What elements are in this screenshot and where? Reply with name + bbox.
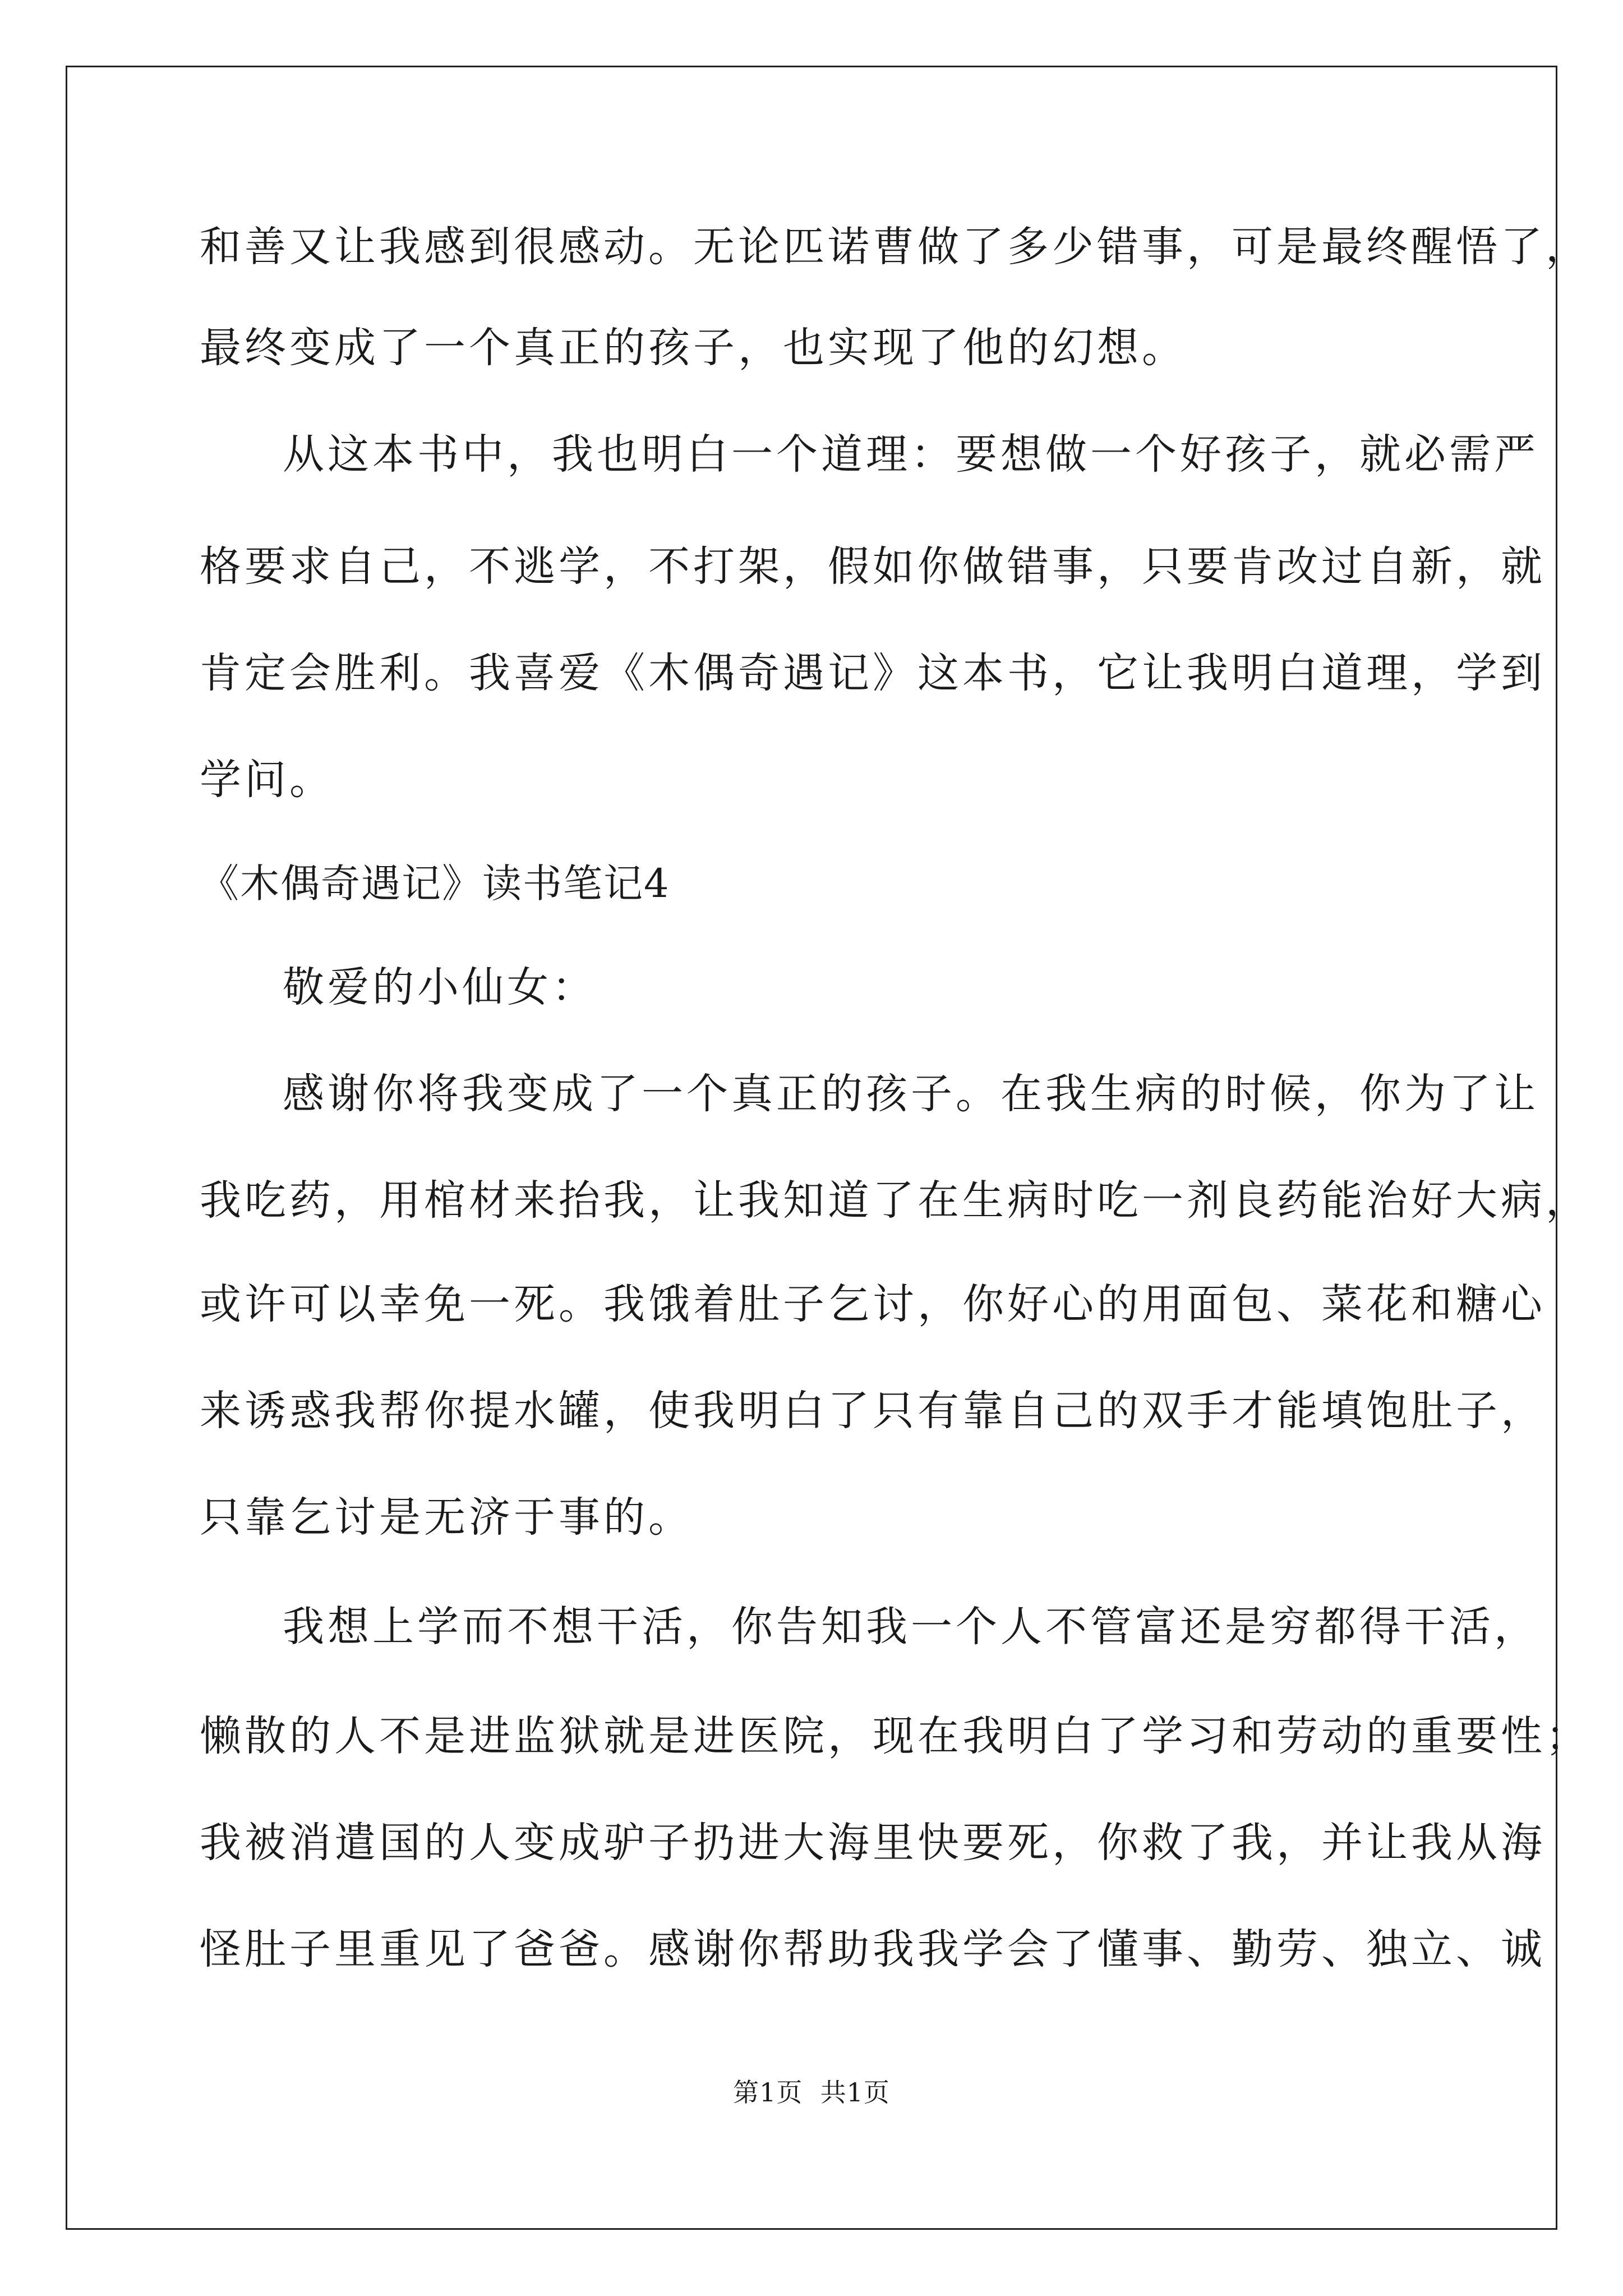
paragraph-line: 从这本书中，我也明白一个道理：要想做一个好孩子，就必需严	[283, 430, 1539, 478]
paragraph-line: 或许可以幸免一死。我饿着肚子乞讨，你好心的用面包、菜花和糖心	[200, 1280, 1546, 1328]
paragraph-line: 格要求自己，不逃学，不打架，假如你做错事，只要肯改过自新，就	[200, 542, 1546, 591]
paragraph-line: 懒散的人不是进监狱就是进医院，现在我明白了学习和劳动的重要性；	[200, 1712, 1590, 1760]
section-heading: 《木偶奇遇记》读书笔记4	[200, 861, 670, 907]
paragraph-line: 来诱惑我帮你提水罐，使我明白了只有靠自己的双手才能填饱肚子，	[200, 1387, 1546, 1435]
paragraph-line: 我想上学而不想干活，你告知我一个人不管富还是穷都得干活，	[283, 1603, 1539, 1651]
paragraph-line: 和善又让我感到很感动。无论匹诺曹做了多少错事，可是最终醒悟了，	[200, 223, 1590, 271]
paragraph-line: 感谢你将我变成了一个真正的孩子。在我生病的时候，你为了让	[283, 1070, 1539, 1118]
page-border	[66, 66, 1557, 2230]
paragraph-line: 最终变成了一个真正的孩子，也实现了他的幻想。	[200, 324, 1187, 372]
salutation: 敬爱的小仙女：	[283, 963, 597, 1011]
paragraph-line: 我被消遣国的人变成驴子扔进大海里快要死，你救了我，并让我从海	[200, 1819, 1546, 1867]
paragraph-line: 只靠乞讨是无济于事的。	[200, 1493, 693, 1542]
paragraph-line: 肯定会胜利。我喜爱《木偶奇遇记》这本书，它让我明白道理，学到	[200, 649, 1546, 697]
paragraph-line: 我吃药，用棺材来抬我，让我知道了在生病时吃一剂良药能治好大病，	[200, 1176, 1590, 1225]
paragraph-line: 怪肚子里重见了爸爸。感谢你帮助我我学会了懂事、勤劳、独立、诚	[200, 1925, 1546, 1973]
paragraph-line: 学问。	[200, 756, 334, 804]
page-number-footer: 第1页 共1页	[733, 2077, 890, 2108]
